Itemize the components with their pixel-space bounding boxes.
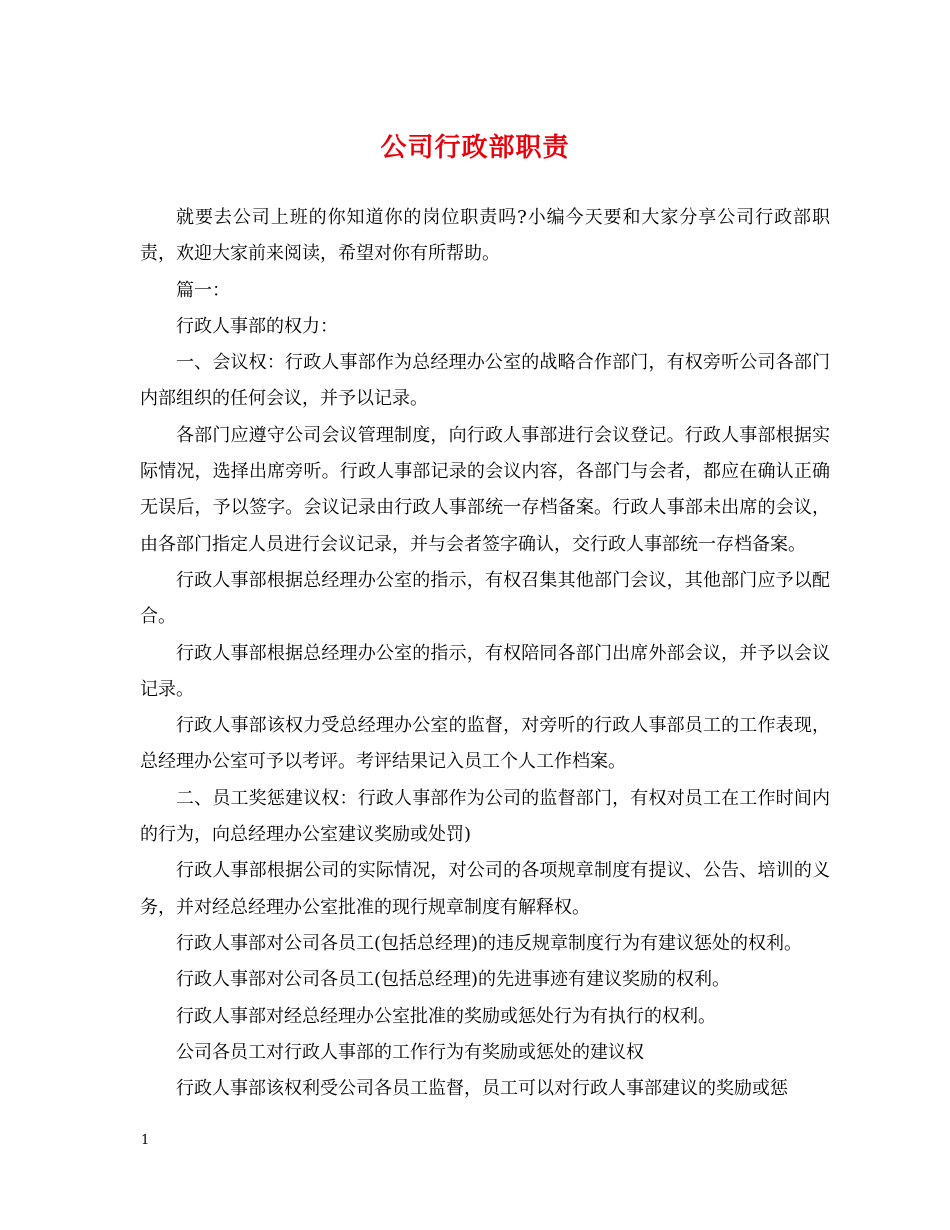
paragraph-reward-penalty-right: 二、员工奖惩建议权：行政人事部作为公司的监督部门，有权对员工在工作时间内的行为，向总经理办公室建议奖励或处罚) [140,787,830,846]
paragraph-penalty-suggestion: 行政人事部对公司各员工(包括总经理)的违反规章制度行为有建议惩处的权利。 [176,932,803,954]
paragraph-employee-supervision: 行政人事部该权利受公司各员工监督，员工可以对行政人事部建议的奖励或惩 [176,1078,788,1100]
paragraph-convene-meetings: 行政人事部根据总经理办公室的指示，有权召集其他部门会议，其他部门应予以配合。 [140,569,830,628]
paragraph-reward-suggestion: 行政人事部对公司各员工(包括总经理)的先进事迹有建议奖励的权利。 [176,969,731,991]
paragraph-intro: 就要去公司上班的你知道你的岗位职责吗?小编今天要和大家分享公司行政部职责，欢迎大家前来阅读，希望对你有所帮助。 [140,207,830,265]
document-body [140,200,830,1107]
page-number: 1 [141,1133,150,1148]
paragraph-employee-suggestion: 公司各员工对行政人事部的工作行为有奖励或惩处的建议权 [176,1041,644,1063]
paragraph-external-meetings: 行政人事部根据总经理办公室的指示，有权陪同各部门出席外部会议，并予以会议记录。 [140,642,830,700]
paragraph-meeting-registration: 各部门应遵守公司会议管理制度，向行政人事部进行会议登记。行政人事部根据实际情况，选择出席旁听。行政人事部记录的会议内容，各部门与会者，都应在确认正确无误后，予以签字。会议记录由行政人事部统一存档备案。行政人事部未出席的会议，由各部门指定人员进行会议记录，并与会者签字确认，交行政人事部统一存档备案。 [140,424,830,555]
paragraph-execution-right: 行政人事部对经总经理办公室批准的奖励或惩处行为有执行的权利。 [176,1005,716,1027]
document-title: 公司行政部职责 [380,133,570,163]
paragraph-rules-interpretation: 行政人事部根据公司的实际情况，对公司的各项规章制度有提议、公告、培训的义务，并对经总经理办公室批准的现行规章制度有解释权。 [140,860,830,918]
paragraph-section-heading: 行政人事部的权力： [176,315,338,337]
paragraph-meeting-right: 一、会议权：行政人事部作为总经理办公室的战略合作部门，有权旁听公司各部门内部组织的任何会议，并予以记录。 [140,352,830,410]
paragraph-part-one-label: 篇一： [176,279,230,301]
paragraph-supervision: 行政人事部该权力受总经理办公室的监督，对旁听的行政人事部员工的工作表现，总经理办公室可予以考评。考评结果记入员工个人工作档案。 [140,715,830,773]
